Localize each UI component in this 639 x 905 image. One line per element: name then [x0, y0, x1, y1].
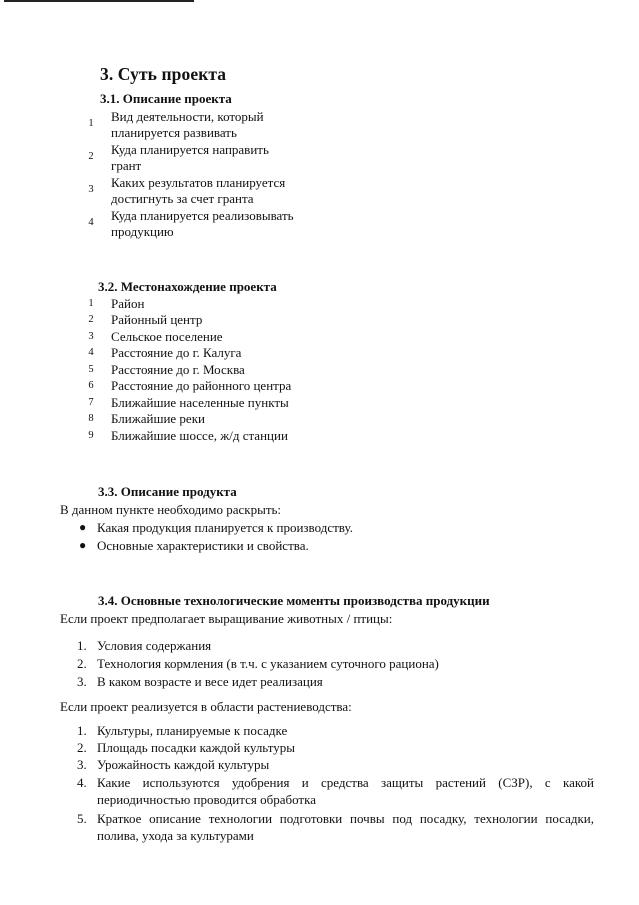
list-item: [111, 142, 269, 174]
bullet-item: [79, 538, 309, 554]
item-text: Урожайность каждой культуры: [97, 757, 270, 772]
bullet-text: Основные характеристики и свойства.: [97, 538, 309, 553]
list-item: [77, 723, 288, 739]
item-number: 6: [88, 380, 94, 391]
list-item: Расстояние до районного центра: [111, 378, 292, 393]
item-text: Технология кормления (в т.ч. с указанием суточного рациона): [97, 656, 439, 671]
list-item: Расстояние до г. Калуга: [111, 345, 242, 360]
list-item: [77, 638, 212, 654]
list-item: [111, 109, 264, 141]
item-number: 9: [88, 430, 94, 441]
bullet-item: [79, 520, 353, 536]
item-line: Куда планируется реализовывать: [111, 208, 294, 223]
item-line: Каких результатов планируется: [111, 175, 286, 190]
list-item: [77, 810, 594, 844]
item-number: 3.: [77, 674, 87, 689]
list-item: [77, 656, 439, 672]
subsection-title-product: 3.3. Описание продукта: [98, 484, 237, 499]
bullet-text: Какая продукция планируется к производству.: [97, 520, 353, 535]
item-number: 2.: [77, 740, 87, 755]
item-number: 4: [88, 217, 94, 228]
item-number: 4.: [77, 775, 87, 790]
list-item: [111, 208, 294, 240]
item-number: 2.: [77, 656, 87, 671]
item-text: Площадь посадки каждой культуры: [97, 740, 295, 755]
item-line: Вид деятельности, который: [111, 109, 264, 124]
list-item: [77, 774, 594, 808]
item-number: 2: [88, 314, 94, 325]
item-number: 5.: [77, 811, 87, 826]
item-text: В каком возрасте и весе идет реализация: [97, 674, 323, 689]
item-number: 4: [88, 347, 94, 358]
subsection-title-location: 3.2. Местонахождение проекта: [98, 279, 277, 294]
item-text: Какие используются удобрения и средства защиты растений (СЗР), с какой периодичностью проводится обработка: [97, 775, 594, 807]
list-item: Ближайшие реки: [111, 411, 205, 426]
bullet-icon: ●: [79, 520, 87, 534]
item-line: планируется развивать: [111, 125, 237, 140]
list-item: Сельское поселение: [111, 329, 223, 344]
item-number: 2: [88, 151, 94, 162]
item-number: 1: [88, 118, 94, 129]
item-line: грант: [111, 158, 142, 173]
subsection-title-description: 3.1. Описание проекта: [100, 91, 232, 106]
item-line: Куда планируется направить: [111, 142, 269, 157]
list-item: [77, 674, 323, 690]
item-line: достигнуть за счет гранта: [111, 191, 254, 206]
list-item: [77, 740, 295, 756]
item-number: 3.: [77, 757, 87, 772]
item-number: 1: [88, 298, 94, 309]
item-text: Культуры, планируемые к посадке: [97, 723, 288, 738]
item-number: 3: [88, 184, 94, 195]
bullet-icon: ●: [79, 538, 87, 552]
item-number: 7: [88, 397, 94, 408]
list-item: Районный центр: [111, 312, 203, 327]
top-border-line: [4, 0, 194, 2]
list-item: Расстояние до г. Москва: [111, 362, 245, 377]
crop-intro: Если проект реализуется в области растениеводства:: [60, 699, 352, 714]
item-text: Краткое описание технологии подготовки почвы под посадку, технологии посадки, полива, ухода за культурами: [97, 811, 594, 843]
section-title: 3. Суть проекта: [100, 64, 227, 84]
item-number: 3: [88, 331, 94, 342]
list-item: [111, 175, 285, 207]
item-number: 8: [88, 413, 94, 424]
livestock-intro: Если проект предполагает выращивание животных / птицы:: [60, 611, 393, 626]
item-text: Условия содержания: [97, 638, 212, 653]
subsection-title-technology: 3.4. Основные технологические моменты производства продукции: [98, 593, 490, 608]
item-number: 5: [88, 364, 94, 375]
list-item: Ближайшие шоссе, ж/д станции: [111, 428, 288, 443]
list-item: [77, 757, 270, 773]
item-number: 1.: [77, 638, 87, 653]
list-item: Ближайшие населенные пункты: [111, 395, 289, 410]
list-item: Район: [111, 296, 145, 311]
item-number: 1.: [77, 723, 87, 738]
product-intro: В данном пункте необходимо раскрыть:: [60, 502, 282, 517]
item-line: продукцию: [111, 224, 174, 239]
